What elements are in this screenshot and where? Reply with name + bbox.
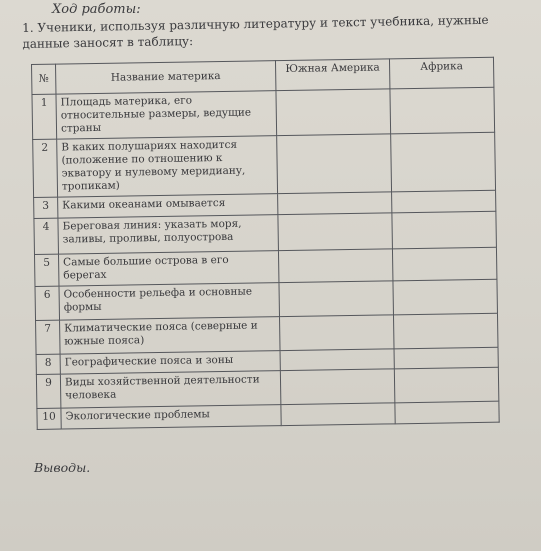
- header-number: №: [32, 64, 56, 94]
- south-america-cell[interactable]: [278, 249, 392, 283]
- row-question: Виды хозяйственной деятельности человека: [60, 371, 281, 408]
- row-question: Особенности рельефа и основные формы: [59, 283, 280, 320]
- south-america-cell[interactable]: [278, 213, 393, 251]
- row-question: Площадь материка, его относительные размеры, ведущие страны: [56, 91, 277, 139]
- south-america-cell[interactable]: [280, 349, 394, 371]
- south-america-cell[interactable]: [276, 89, 391, 136]
- south-america-cell[interactable]: [279, 281, 394, 317]
- header-continent-name: Название материка: [56, 61, 276, 94]
- row-question: Климатические пояса (северные и южные пояса): [60, 317, 281, 354]
- africa-cell[interactable]: [391, 132, 496, 192]
- africa-cell[interactable]: [393, 313, 498, 349]
- task-instruction: 1. Ученики, используя различную литературу и текст учебника, нужные данные заносят в таблицу:: [22, 12, 489, 51]
- table-row: [32, 87, 495, 139]
- row-number: 9: [36, 374, 61, 408]
- africa-cell[interactable]: [392, 190, 496, 213]
- section-heading: Ход работы:: [52, 2, 141, 17]
- header-africa: Африка: [389, 57, 493, 89]
- table-row: [33, 132, 496, 197]
- row-number: 7: [36, 320, 61, 354]
- south-america-cell[interactable]: [280, 369, 395, 405]
- row-number: 6: [35, 286, 60, 320]
- row-question: В каких полушариях находится (положение по отношению к экватору и нулевому меридиану, тропикам): [57, 136, 278, 197]
- south-america-cell[interactable]: [279, 315, 394, 351]
- row-number: 10: [37, 408, 61, 429]
- row-question: Экологические проблемы: [61, 405, 281, 429]
- africa-cell[interactable]: [392, 247, 496, 281]
- row-number: 2: [33, 139, 58, 197]
- africa-cell[interactable]: [394, 367, 499, 403]
- row-question: Географические пояса и зоны: [60, 351, 280, 374]
- south-america-cell[interactable]: [278, 192, 392, 215]
- row-number: 5: [34, 254, 58, 286]
- row-number: 8: [36, 354, 60, 374]
- africa-cell[interactable]: [395, 401, 499, 424]
- south-america-cell[interactable]: [277, 134, 392, 194]
- row-question: Береговая линия: указать моря, заливы, проливы, полуострова: [58, 215, 279, 254]
- comparison-table-wrapper: [31, 57, 499, 430]
- row-number: 1: [32, 94, 57, 139]
- header-south-america: Южная Америка: [275, 59, 389, 91]
- africa-cell[interactable]: [392, 211, 497, 249]
- africa-cell[interactable]: [393, 279, 498, 315]
- conclusions-label: Выводы.: [34, 460, 91, 475]
- row-number: 3: [34, 197, 58, 218]
- row-question: Самые большие острова в его берегах: [58, 251, 278, 286]
- africa-cell[interactable]: [394, 347, 498, 369]
- africa-cell[interactable]: [390, 87, 495, 134]
- comparison-table: [31, 57, 500, 430]
- row-question: Какими океанами омывается: [58, 194, 278, 218]
- row-number: 4: [34, 218, 59, 254]
- south-america-cell[interactable]: [281, 403, 395, 426]
